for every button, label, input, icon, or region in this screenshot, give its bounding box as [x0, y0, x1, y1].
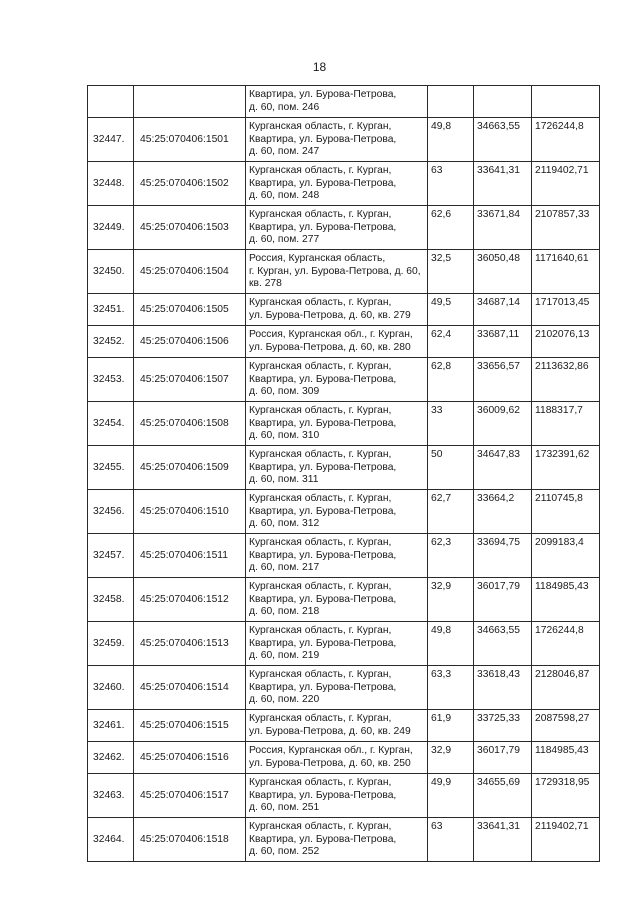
address-cell: Курганская область, г. Курган, Квартира, ул. Бурова-Петрова, д. 60, пом. 248: [246, 162, 428, 206]
cadastral-number-cell: 45:25:070406:1504: [134, 250, 246, 294]
cost-per-m2-cell: 36017,79: [474, 578, 532, 622]
cost-per-m2-cell: 36017,79: [474, 742, 532, 774]
row-number-cell: 32447.: [88, 118, 134, 162]
address-cell: Курганская область, г. Курган, Квартира, ул. Бурова-Петрова, д. 60, пом. 252: [246, 818, 428, 862]
area-cell: 62,6: [428, 206, 474, 250]
row-number-cell: 32456.: [88, 490, 134, 534]
cost-per-m2-cell: 33656,57: [474, 358, 532, 402]
area-cell: 50: [428, 446, 474, 490]
area-cell: 62,7: [428, 490, 474, 534]
cost-per-m2-cell: 34655,69: [474, 774, 532, 818]
table-row: [88, 326, 600, 358]
cadastral-number-cell: 45:25:070406:1507: [134, 358, 246, 402]
address-cell: Россия, Курганская обл., г. Курган, ул. Бурова-Петрова, д. 60, кв. 280: [246, 326, 428, 358]
cadastral-number-cell: 45:25:070406:1506: [134, 326, 246, 358]
area-cell: 63: [428, 818, 474, 862]
table-row: [88, 490, 600, 534]
cadastral-value-cell: 2107857,33: [532, 206, 600, 250]
cost-per-m2-cell: 34663,55: [474, 622, 532, 666]
table-row: [88, 402, 600, 446]
cost-per-m2-cell: [474, 86, 532, 118]
row-number-cell: 32453.: [88, 358, 134, 402]
area-cell: 61,9: [428, 710, 474, 742]
property-table-body: [88, 86, 600, 862]
area-cell: 63,3: [428, 666, 474, 710]
cost-per-m2-cell: 34663,55: [474, 118, 532, 162]
cadastral-number-cell: 45:25:070406:1517: [134, 774, 246, 818]
cadastral-number-cell: 45:25:070406:1512: [134, 578, 246, 622]
area-cell: 62,8: [428, 358, 474, 402]
cadastral-value-cell: 1732391,62: [532, 446, 600, 490]
cadastral-number-cell: 45:25:070406:1518: [134, 818, 246, 862]
cadastral-value-cell: 2087598,27: [532, 710, 600, 742]
cost-per-m2-cell: 33618,43: [474, 666, 532, 710]
cadastral-value-cell: 1184985,43: [532, 742, 600, 774]
area-cell: 49,5: [428, 294, 474, 326]
cadastral-number-cell: 45:25:070406:1501: [134, 118, 246, 162]
address-cell: Курганская область, г. Курган, Квартира, ул. Бурова-Петрова, д. 60, пом. 220: [246, 666, 428, 710]
cadastral-value-cell: [532, 86, 600, 118]
address-cell: Квартира, ул. Бурова-Петрова, д. 60, пом. 246: [246, 86, 428, 118]
address-cell: Россия, Курганская обл., г. Курган, ул. Бурова-Петрова, д. 60, кв. 250: [246, 742, 428, 774]
address-cell: Курганская область, г. Курган, Квартира, ул. Бурова-Петрова, д. 60, пом. 251: [246, 774, 428, 818]
address-cell: Курганская область, г. Курган, Квартира, ул. Бурова-Петрова, д. 60, пом. 247: [246, 118, 428, 162]
cadastral-number-cell: 45:25:070406:1513: [134, 622, 246, 666]
cadastral-number-cell: 45:25:070406:1511: [134, 534, 246, 578]
address-cell: Курганская область, г. Курган, Квартира, ул. Бурова-Петрова, д. 60, пом. 277: [246, 206, 428, 250]
cost-per-m2-cell: 36009,62: [474, 402, 532, 446]
table-row: [88, 534, 600, 578]
area-cell: 49,8: [428, 622, 474, 666]
row-number-cell: 32462.: [88, 742, 134, 774]
row-number-cell: [88, 86, 134, 118]
cadastral-value-cell: 1717013,45: [532, 294, 600, 326]
row-number-cell: 32463.: [88, 774, 134, 818]
table-row: [88, 446, 600, 490]
cadastral-number-cell: 45:25:070406:1508: [134, 402, 246, 446]
row-number-cell: 32450.: [88, 250, 134, 294]
cadastral-value-cell: 1726244,8: [532, 622, 600, 666]
cadastral-value-cell: 2128046,87: [532, 666, 600, 710]
cadastral-value-cell: 1729318,95: [532, 774, 600, 818]
area-cell: 32,9: [428, 578, 474, 622]
row-number-cell: 32457.: [88, 534, 134, 578]
address-cell: Курганская область, г. Курган, Квартира, ул. Бурова-Петрова, д. 60, пом. 311: [246, 446, 428, 490]
cost-per-m2-cell: 34687,14: [474, 294, 532, 326]
address-cell: Курганская область, г. Курган, Квартира, ул. Бурова-Петрова, д. 60, пом. 217: [246, 534, 428, 578]
page-number: 18: [312, 60, 327, 74]
table-row: [88, 710, 600, 742]
cadastral-value-cell: 1184985,43: [532, 578, 600, 622]
cadastral-number-cell: 45:25:070406:1503: [134, 206, 246, 250]
address-cell: Курганская область, г. Курган, ул. Бурова-Петрова, д. 60, кв. 249: [246, 710, 428, 742]
cadastral-value-cell: 2119402,71: [532, 818, 600, 862]
cadastral-number-cell: 45:25:070406:1510: [134, 490, 246, 534]
row-number-cell: 32449.: [88, 206, 134, 250]
area-cell: 33: [428, 402, 474, 446]
table-row: [88, 742, 600, 774]
cost-per-m2-cell: 36050,48: [474, 250, 532, 294]
cadastral-value-cell: 2102076,13: [532, 326, 600, 358]
area-cell: [428, 86, 474, 118]
table-row: [88, 358, 600, 402]
cadastral-value-cell: 1188317,7: [532, 402, 600, 446]
row-number-cell: 32454.: [88, 402, 134, 446]
table-row: [88, 578, 600, 622]
row-number-cell: 32451.: [88, 294, 134, 326]
table-row: [88, 250, 600, 294]
cost-per-m2-cell: 33694,75: [474, 534, 532, 578]
cost-per-m2-cell: 33641,31: [474, 818, 532, 862]
cost-per-m2-cell: 34647,83: [474, 446, 532, 490]
cadastral-value-cell: 1726244,8: [532, 118, 600, 162]
cadastral-value-cell: 2113632,86: [532, 358, 600, 402]
cadastral-number-cell: 45:25:070406:1509: [134, 446, 246, 490]
area-cell: 32,9: [428, 742, 474, 774]
cadastral-number-cell: 45:25:070406:1515: [134, 710, 246, 742]
cadastral-number-cell: 45:25:070406:1505: [134, 294, 246, 326]
row-number-cell: 32464.: [88, 818, 134, 862]
cadastral-number-cell: 45:25:070406:1502: [134, 162, 246, 206]
table-row: [88, 818, 600, 862]
address-cell: Курганская область, г. Курган, ул. Бурова-Петрова, д. 60, кв. 279: [246, 294, 428, 326]
cadastral-number-cell: 45:25:070406:1514: [134, 666, 246, 710]
row-number-cell: 32460.: [88, 666, 134, 710]
area-cell: 62,3: [428, 534, 474, 578]
cadastral-value-cell: 2099183,4: [532, 534, 600, 578]
row-number-cell: 32461.: [88, 710, 134, 742]
address-cell: Курганская область, г. Курган, Квартира, ул. Бурова-Петрова, д. 60, пом. 218: [246, 578, 428, 622]
cost-per-m2-cell: 33641,31: [474, 162, 532, 206]
table-row: [88, 162, 600, 206]
area-cell: 63: [428, 162, 474, 206]
cadastral-number-cell: [134, 86, 246, 118]
row-number-cell: 32455.: [88, 446, 134, 490]
row-number-cell: 32452.: [88, 326, 134, 358]
cadastral-number-cell: 45:25:070406:1516: [134, 742, 246, 774]
cost-per-m2-cell: 33687,11: [474, 326, 532, 358]
cadastral-value-cell: 1171640,61: [532, 250, 600, 294]
area-cell: 32,5: [428, 250, 474, 294]
address-cell: Россия, Курганская область, г. Курган, ул. Бурова-Петрова, д. 60, кв. 278: [246, 250, 428, 294]
address-cell: Курганская область, г. Курган, Квартира, ул. Бурова-Петрова, д. 60, пом. 309: [246, 358, 428, 402]
property-table: [87, 85, 600, 862]
table-row: [88, 622, 600, 666]
cost-per-m2-cell: 33671,84: [474, 206, 532, 250]
table-row: [88, 294, 600, 326]
row-number-cell: 32459.: [88, 622, 134, 666]
table-row: [88, 86, 600, 118]
table-row: [88, 206, 600, 250]
address-cell: Курганская область, г. Курган, Квартира, ул. Бурова-Петрова, д. 60, пом. 310: [246, 402, 428, 446]
address-cell: Курганская область, г. Курган, Квартира, ул. Бурова-Петрова, д. 60, пом. 219: [246, 622, 428, 666]
row-number-cell: 32448.: [88, 162, 134, 206]
row-number-cell: 32458.: [88, 578, 134, 622]
area-cell: 49,9: [428, 774, 474, 818]
area-cell: 49,8: [428, 118, 474, 162]
table-row: [88, 666, 600, 710]
cost-per-m2-cell: 33725,33: [474, 710, 532, 742]
cadastral-value-cell: 2110745,8: [532, 490, 600, 534]
cost-per-m2-cell: 33664,2: [474, 490, 532, 534]
cadastral-value-cell: 2119402,71: [532, 162, 600, 206]
area-cell: 62,4: [428, 326, 474, 358]
table-row: [88, 118, 600, 162]
address-cell: Курганская область, г. Курган, Квартира, ул. Бурова-Петрова, д. 60, пом. 312: [246, 490, 428, 534]
table-row: [88, 774, 600, 818]
